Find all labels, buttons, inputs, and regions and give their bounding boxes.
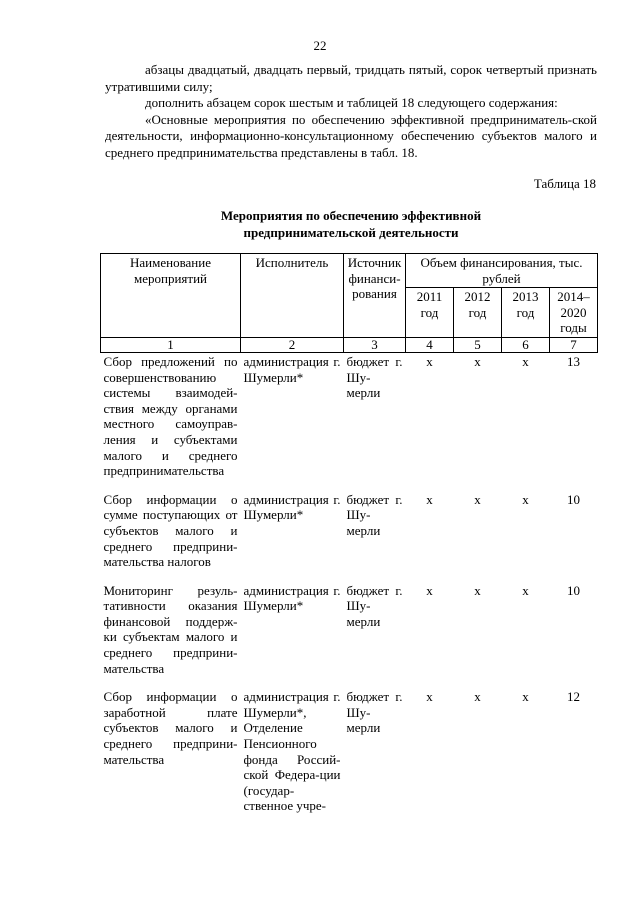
value-2011: х (426, 491, 433, 507)
table-row (101, 491, 598, 582)
column-number: 2 (241, 337, 344, 352)
table-title-line-1: Мероприятия по обеспечению эффективной (220, 208, 482, 223)
header-year-2014-2020: 2014–2020 годы (550, 288, 598, 338)
intro-paragraph-3: «Основные мероприятия по обеспечению эффективной предприниматель-ской деятельности, информационно-консультационному обеспечению субъектов малого и среднего предпринимательства представлены в табл. 18. (105, 111, 597, 160)
value-2012: х (474, 689, 481, 705)
value-2011: х (426, 353, 433, 369)
funding-source: бюджет г. Шу-мерли (346, 353, 403, 401)
value-2011: х (426, 689, 433, 705)
value-2013: х (522, 689, 529, 705)
value-2012: х (474, 491, 481, 507)
table-row (101, 688, 598, 826)
column-number: 4 (406, 337, 454, 352)
table-title (105, 207, 597, 241)
header-measures: Наименование мероприятий (101, 254, 241, 338)
table-title-line-2: предпринимательской деятельности (243, 225, 459, 240)
executor: администрация г. Шумерли* (243, 582, 341, 614)
value-2013: х (522, 491, 529, 507)
table-label: Таблица 18 (533, 176, 596, 191)
header-funding: Объем финансирования, тыс. рублей (406, 254, 598, 288)
column-number: 3 (344, 337, 406, 352)
funding-source: бюджет г. Шу-мерли (346, 582, 403, 629)
intro-text (105, 62, 597, 161)
column-numbers-row (101, 337, 598, 352)
value-2013: х (522, 582, 529, 598)
value-2011: х (426, 582, 433, 598)
column-number: 6 (502, 337, 550, 352)
measure-name: Мониторинг резуль-тативности оказания финансовой поддерж-ки субъектам малого и среднего предприни-мательства (103, 582, 238, 676)
header-year-2013: 2013 год (502, 288, 550, 338)
table-row (101, 352, 598, 490)
intro-paragraph-2: дополнить абзацем сорок шестым и таблицей 18 следующего содержания: (145, 95, 558, 110)
value-2014-2020: 12 (567, 689, 580, 705)
column-number: 1 (101, 337, 241, 352)
header-source: Источник финанси-рования (344, 254, 406, 338)
value-2012: х (474, 582, 481, 598)
funding-source: бюджет г. Шу-мерли (346, 689, 403, 736)
measure-name: Сбор информации о заработной плате субъектов малого и среднего предприни-мательства (103, 689, 238, 767)
executor: администрация г. Шумерли*, Отделение Пенсионного фонда Россий-ской Федера-ции (государ-ственное учре- (243, 689, 341, 814)
header-year-2012: 2012 год (454, 288, 502, 338)
column-number: 5 (454, 337, 502, 352)
value-2012: х (474, 353, 481, 369)
events-table (100, 253, 598, 826)
value-2013: х (522, 353, 529, 369)
funding-source: бюджет г. Шу-мерли (346, 491, 403, 538)
header-year-2011: 2011 год (406, 288, 454, 338)
page-number: 22 (313, 38, 327, 53)
value-2014-2020: 13 (567, 353, 580, 369)
value-2014-2020: 10 (567, 491, 580, 507)
executor: администрация г. Шумерли* (243, 353, 341, 385)
measure-name: Сбор информации о сумме поступающих от субъектов малого и среднего предприни-мательства налогов (103, 491, 238, 570)
table-row (101, 582, 598, 689)
header-executor: Исполнитель (241, 254, 344, 338)
measure-name: Сбор предложений по совершенствованию системы взаимодей-ствия между органами местного самоуправ-ления и субъектами малого и среднего предпринимательства (103, 353, 238, 479)
executor: администрация г. Шумерли* (243, 491, 341, 523)
value-2014-2020: 10 (567, 582, 580, 598)
column-number: 7 (550, 337, 598, 352)
intro-paragraph-1: абзацы двадцатый, двадцать первый, тридцать пятый, сорок четвертый признать утратившими силу; (105, 62, 597, 94)
